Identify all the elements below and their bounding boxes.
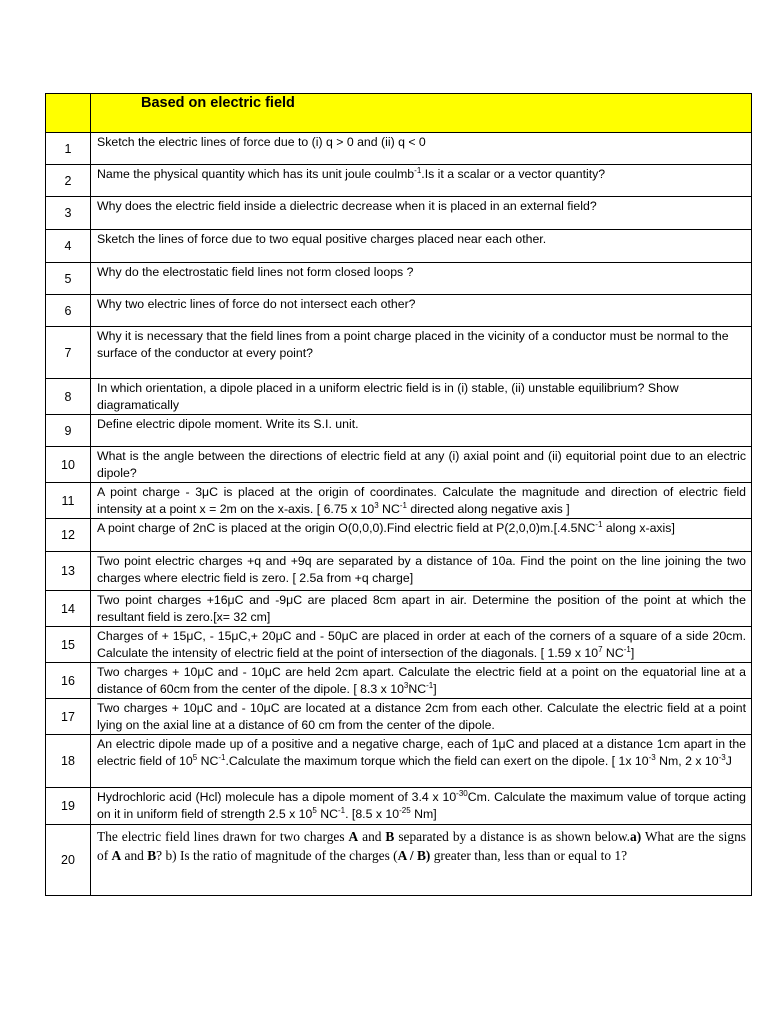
table-row — [46, 519, 752, 552]
table-row — [46, 825, 752, 896]
question-number: 19 — [46, 788, 91, 825]
question-number: 14 — [46, 591, 91, 627]
question-number: 1 — [46, 133, 91, 165]
table-row — [46, 379, 752, 415]
question-number: 7 — [46, 327, 91, 379]
question-number: 9 — [46, 415, 91, 447]
question-text: Why does the electric field inside a dielectric decrease when it is placed in an external field? — [91, 197, 752, 230]
table-row — [46, 197, 752, 230]
table-row — [46, 133, 752, 165]
table-row — [46, 327, 752, 379]
header-row — [46, 94, 752, 133]
table-row — [46, 230, 752, 263]
table-row — [46, 447, 752, 483]
table-row — [46, 627, 752, 663]
question-text: Why it is necessary that the field lines from a point charge placed in the vicinity of a conductor must be normal to the surface of the conductor at every point? — [91, 327, 752, 379]
table-row — [46, 415, 752, 447]
table-row — [46, 552, 752, 591]
question-text: Define electric dipole moment. Write its S.I. unit. — [91, 415, 752, 447]
question-text: Two point electric charges +q and +9q are separated by a distance of 10a. Find the point on the line joining the two charges where electric field is zero. [ 2.5a from +q charge] — [91, 552, 752, 591]
question-text: Why two electric lines of force do not intersect each other? — [91, 295, 752, 327]
question-number: 5 — [46, 263, 91, 295]
question-text: Name the physical quantity which has its unit joule coulmb$^{-1}$.Is it a scalar or a vector quantity? — [91, 165, 752, 197]
table-row — [46, 735, 752, 788]
question-text: Two charges + 10μC and - 10μC are held 2cm apart. Calculate the electric field at a point on the equatorial line at a distance of 60cm from the center of the dipole. [ 8.3 x $10^3NC^{-1}$] — [91, 663, 752, 699]
question-number: 8 — [46, 379, 91, 415]
table-title: Based on electric field — [91, 94, 752, 133]
question-text: What is the angle between the directions of electric field at any (i) axial point and (ii) equitorial point due to an electric dipole? — [91, 447, 752, 483]
question-number: 16 — [46, 663, 91, 699]
table-row — [46, 699, 752, 735]
question-number: 6 — [46, 295, 91, 327]
table-row — [46, 263, 752, 295]
table-row — [46, 295, 752, 327]
table-row — [46, 663, 752, 699]
question-text: The electric field lines drawn for two charges A and B separated by a distance is as shown below.a) What are the signs of A and B? b) Is the ratio of magnitude of the charges (A / B) greater than, less than or equal to 1? — [91, 825, 752, 896]
question-text: A point charge of 2nC is placed at the origin O(0,0,0).Find electric field at $P(2,0,0)m.[.4.5NC^{-1}$ along x-axis] — [91, 519, 752, 552]
table-row — [46, 591, 752, 627]
question-number: 10 — [46, 447, 91, 483]
question-number: 18 — [46, 735, 91, 788]
question-text: Sketch the electric lines of force due to (i) q > 0 and (ii) q < 0 — [91, 133, 752, 165]
question-text: Sketch the lines of force due to two equal positive charges placed near each other. — [91, 230, 752, 263]
question-number: 17 — [46, 699, 91, 735]
question-table — [45, 93, 752, 896]
question-text: Why do the electrostatic field lines not form closed loops ? — [91, 263, 752, 295]
question-text: In which orientation, a dipole placed in a uniform electric field is in (i) stable, (ii) unstable equilibrium? Show diagramatically — [91, 379, 752, 415]
question-text: Two point charges +16μC and -9μC are placed 8cm apart in air. Determine the position of the point at which the resultant field is zero.[x= 32 cm] — [91, 591, 752, 627]
question-number: 2 — [46, 165, 91, 197]
question-text: Charges of + 15μC, - 15μC,+ 20μC and - 50μC are placed in order at each of the corners of a square of a side 20cm. Calculate the intensity of electric field at the point of intersection of the diagonals. [ 1.59 x $10^7$ $NC^{-1}$] — [91, 627, 752, 663]
question-number: 3 — [46, 197, 91, 230]
question-text: An electric dipole made up of a positive and a negative charge, each of 1μC and placed at a distance 1cm apart in the electric field of $10^5$ $NC^{-1}.Calculate$ the maximum torque which the field can exert on the dipole. [ 1x $10^{-3}$ Nm, 2 x $10^{-3}J$ — [91, 735, 752, 788]
question-number: 15 — [46, 627, 91, 663]
header-empty-cell — [46, 94, 91, 133]
question-number: 20 — [46, 825, 91, 896]
question-number: 12 — [46, 519, 91, 552]
question-number: 11 — [46, 483, 91, 519]
question-number: 4 — [46, 230, 91, 263]
table-row — [46, 165, 752, 197]
table-row — [46, 788, 752, 825]
question-text: Two charges + 10μC and - 10μC are located at a distance 2cm from each other. Calculate the electric field at a point lying on the axial line at a distance of 60 cm from the center of the dipole. — [91, 699, 752, 735]
question-text: Hydrochloric acid (Hcl) molecule has a dipole moment of 3.4 x $10^{-30}Cm$. Calculate the maximum value of torque acting on it in uniform field of strength 2.5 x $10^5$ $NC^{-1}$. [8.5 x $10^{-25}$ Nm] — [91, 788, 752, 825]
table-row — [46, 483, 752, 519]
question-number: 13 — [46, 552, 91, 591]
question-text: A point charge - 3μC is placed at the origin of coordinates. Calculate the magnitude and direction of electric field intensity at a point x = 2m on the x-axis. [ 6.75 x $10^3$ $NC^{-1}$ directed along negative axis ] — [91, 483, 752, 519]
